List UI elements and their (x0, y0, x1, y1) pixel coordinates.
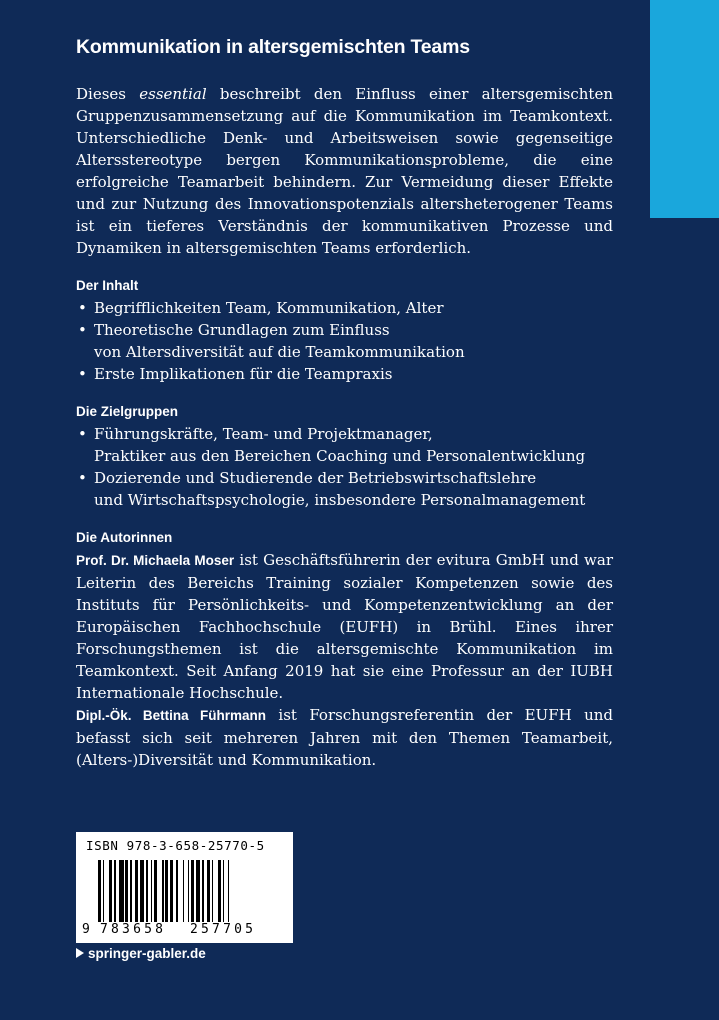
barcode-bar (223, 860, 225, 922)
list-item: • Führungskräfte, Team- und Projektmanager, Praktiker aus den Bereichen Coaching und Personalentwicklung (76, 423, 613, 467)
back-cover-content (76, 36, 613, 771)
list-item-continued: von Altersdiversität auf die Teamkommunikation (94, 343, 465, 361)
barcode-bar (176, 860, 178, 922)
isbn-barcode: ISBN 978-3-658-25770-5 9 783658 257705 (76, 832, 293, 943)
barcode-bars (98, 860, 286, 922)
barcode-bar (146, 860, 148, 922)
barcode-bar (170, 860, 173, 922)
accent-bar (650, 0, 719, 218)
arrow-right-icon (76, 948, 84, 958)
barcode-bar (140, 860, 145, 922)
autorinnen-heading: Die Autorinnen (76, 530, 173, 545)
inhalt-heading: Der Inhalt (76, 278, 139, 293)
intro-paragraph: Dieses essential beschreibt den Einfluss einer altersgemischten Gruppenzusammensetzung auf die Kommunikation im Teamkontext. Unterschiedliche Denk- und Arbeitsweisen sowie gegenseitige Altersstereotype bergen Kommunikationsprobleme, die eine erfolgreiche Teamarbeit behindern. Zur Vermeidung dieser Effekte und zur Nutzung des Innovationspotenzials altersheterogener Teams ist ein tieferes Verständnis der kommunikativen Prozesse und Dynamiken in altersgemischten Teams erforderlich. (76, 85, 613, 257)
inhalt-list (76, 297, 613, 385)
list-item: • Begrifflichkeiten Team, Kommunikation, Alter (76, 297, 613, 319)
barcode-bar (196, 860, 201, 922)
barcode-bar (125, 860, 128, 922)
zielgruppen-heading: Die Zielgruppen (76, 404, 179, 419)
barcode-bar (151, 860, 153, 922)
barcode-bar (218, 860, 221, 922)
list-item: • Theoretische Grundlagen zum Einfluss von Altersdiversität auf die Teamkommunikation (76, 319, 613, 363)
isbn-text: ISBN 978-3-658-25770-5 (86, 838, 265, 853)
barcode-bar (119, 860, 124, 922)
barcode-bar (135, 860, 138, 922)
barcode-bar (154, 860, 157, 922)
barcode-bar (162, 860, 164, 922)
list-item: • Erste Implikationen für die Teampraxis (76, 363, 613, 385)
barcode-bar (202, 860, 204, 922)
barcode-bar (130, 860, 132, 922)
author-bio-fuehrmann: Dipl.-Ök. Bettina Führmann ist Forschungsreferentin der EUFH und befasst sich seit mehreren Jahren mit den Themen Teamarbeit, (Alters-)Diversität und Kommunikation. (76, 706, 613, 769)
intro-italic: essential (139, 85, 207, 103)
author-name-fuehrmann: Dipl.-Ök. Bettina Führmann (76, 708, 267, 723)
book-title: Kommunikation in altersgemischten Teams (76, 36, 470, 58)
barcode-bar (183, 860, 185, 922)
barcode-bar (114, 860, 116, 922)
list-item: • Dozierende und Studierende der Betriebswirtschaftslehre und Wirtschaftspsychologie, insbesondere Personalmanagement (76, 467, 613, 511)
barcode-bar (188, 860, 190, 922)
barcode-bar (165, 860, 168, 922)
barcode-bar (191, 860, 194, 922)
barcode-bar (109, 860, 112, 922)
barcode-bar (207, 860, 210, 922)
barcode-bar (212, 860, 214, 922)
barcode-bar (98, 860, 101, 922)
publisher-website[interactable]: springer-gabler.de (76, 946, 206, 961)
zielgruppen-list (76, 423, 613, 511)
author-bio-moser: Prof. Dr. Michaela Moser ist Geschäftsführerin der evitura GmbH und war Leiterin des Bereichs Training sozialer Kompetenzen sowie des Instituts für Persönlichkeits- und Kompetenzentwicklung an der Europäischen Fachhochschule (EUFH) in Brühl. Eines ihrer Forschungsthemen ist die altersgemischte Kommunikation im Teamkontext. Seit Anfang 2019 hat sie eine Professur an der IUBH Internationale Hochschule. (76, 551, 613, 702)
author-name-moser: Prof. Dr. Michaela Moser (76, 553, 235, 568)
barcode-bar (228, 860, 230, 922)
barcode-bar (103, 860, 105, 922)
